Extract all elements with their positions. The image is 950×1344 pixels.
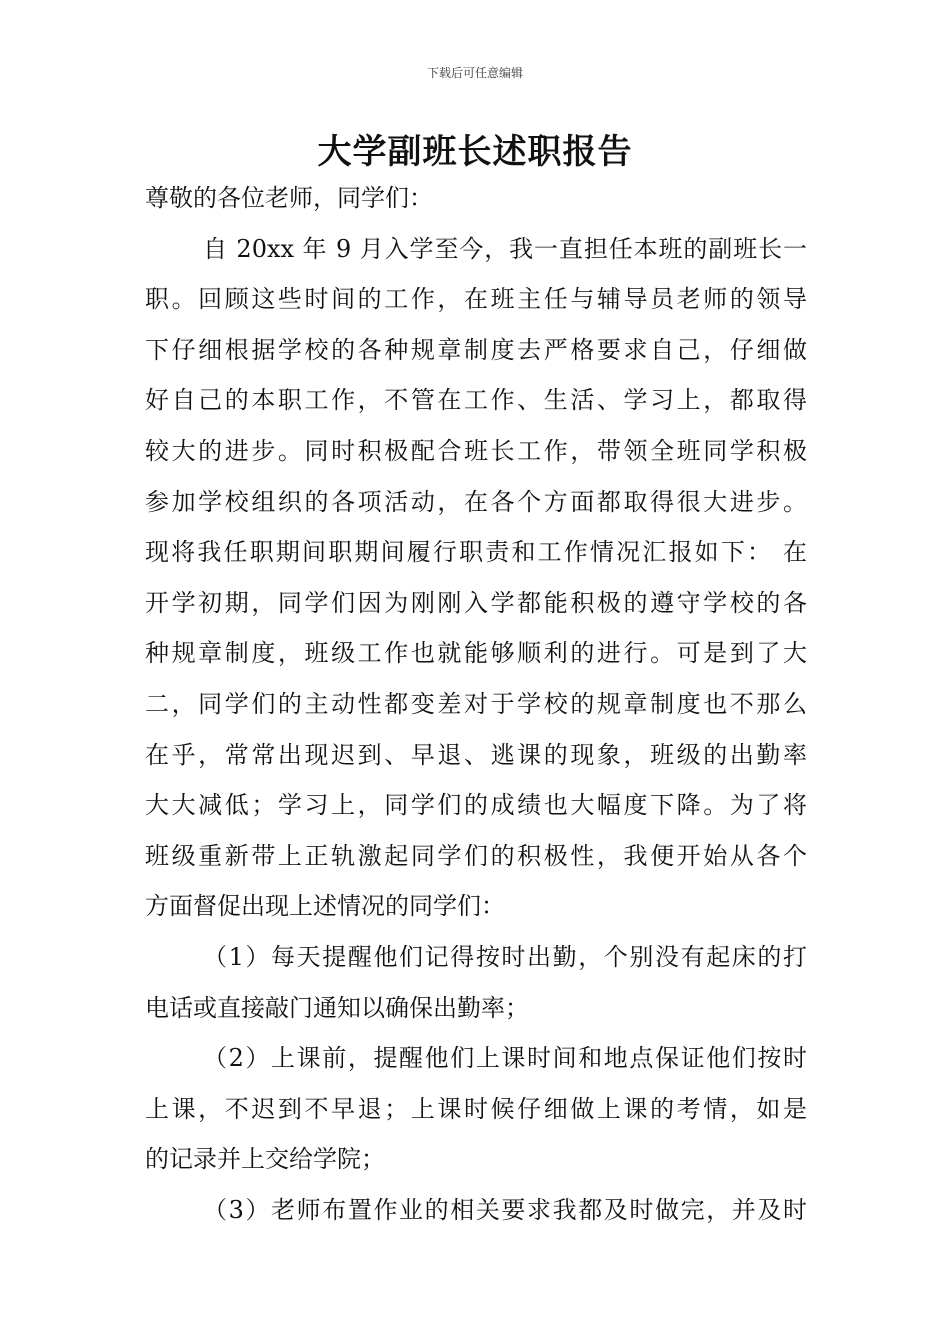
body-line: 种规章制度，班级工作也就能够顺利的进行。可是到了大: [145, 639, 807, 668]
body-line: 好自己的本职工作，不管在工作、生活、学习上，都取得: [145, 386, 807, 415]
body-line: （1）每天提醒他们记得按时出勤，个别没有起床的打: [203, 942, 807, 971]
document-body: [145, 173, 807, 1235]
body-line: 二，同学们的主动性都变差对于学校的规章制度也不那么: [145, 689, 807, 718]
body-line: 较大的进步。同时积极配合班长工作，带领全班同学积极: [145, 436, 807, 465]
body-line: 职。回顾这些时间的工作，在班主任与辅导员老师的领导: [145, 285, 807, 314]
body-line: 现将我任职期间职期间履行职责和工作情况汇报如下： 在: [145, 538, 807, 567]
body-line: 下仔细根据学校的各种规章制度去严格要求自己，仔细做: [145, 335, 807, 364]
body-line: 电话或直接敲门通知以确保出勤率；: [145, 993, 529, 1022]
body-line: 自 20xx 年 9 月入学至今，我一直担任本班的副班长一: [203, 234, 807, 263]
body-line: 尊敬的各位老师，同学们：: [145, 184, 433, 212]
body-line: 班级重新带上正轨激起同学们的积极性，我便开始从各个: [145, 841, 807, 870]
body-line: 方面督促出现上述情况的同学们：: [145, 892, 505, 921]
document-title: 大学副班长述职报告: [317, 132, 633, 172]
body-line: 上课，不迟到不早退；上课时候仔细做上课的考情，如是: [145, 1094, 807, 1123]
body-line: 在乎，常常出现迟到、早退、逃课的现象，班级的出勤率: [145, 740, 807, 769]
body-line: 大大减低；学习上，同学们的成绩也大幅度下降。为了将: [145, 791, 807, 820]
body-line: （3）老师布置作业的相关要求我都及时做完，并及时: [203, 1195, 807, 1224]
body-line: 的记录并上交给学院；: [145, 1145, 385, 1174]
body-line: 参加学校组织的各项活动，在各个方面都取得很大进步。: [145, 487, 807, 516]
page-header-note: 下载后可任意编辑: [426, 66, 523, 80]
body-line: 开学初期，同学们因为刚刚入学都能积极的遵守学校的各: [145, 588, 807, 617]
body-line: （2）上课前，提醒他们上课时间和地点保证他们按时: [203, 1044, 807, 1073]
